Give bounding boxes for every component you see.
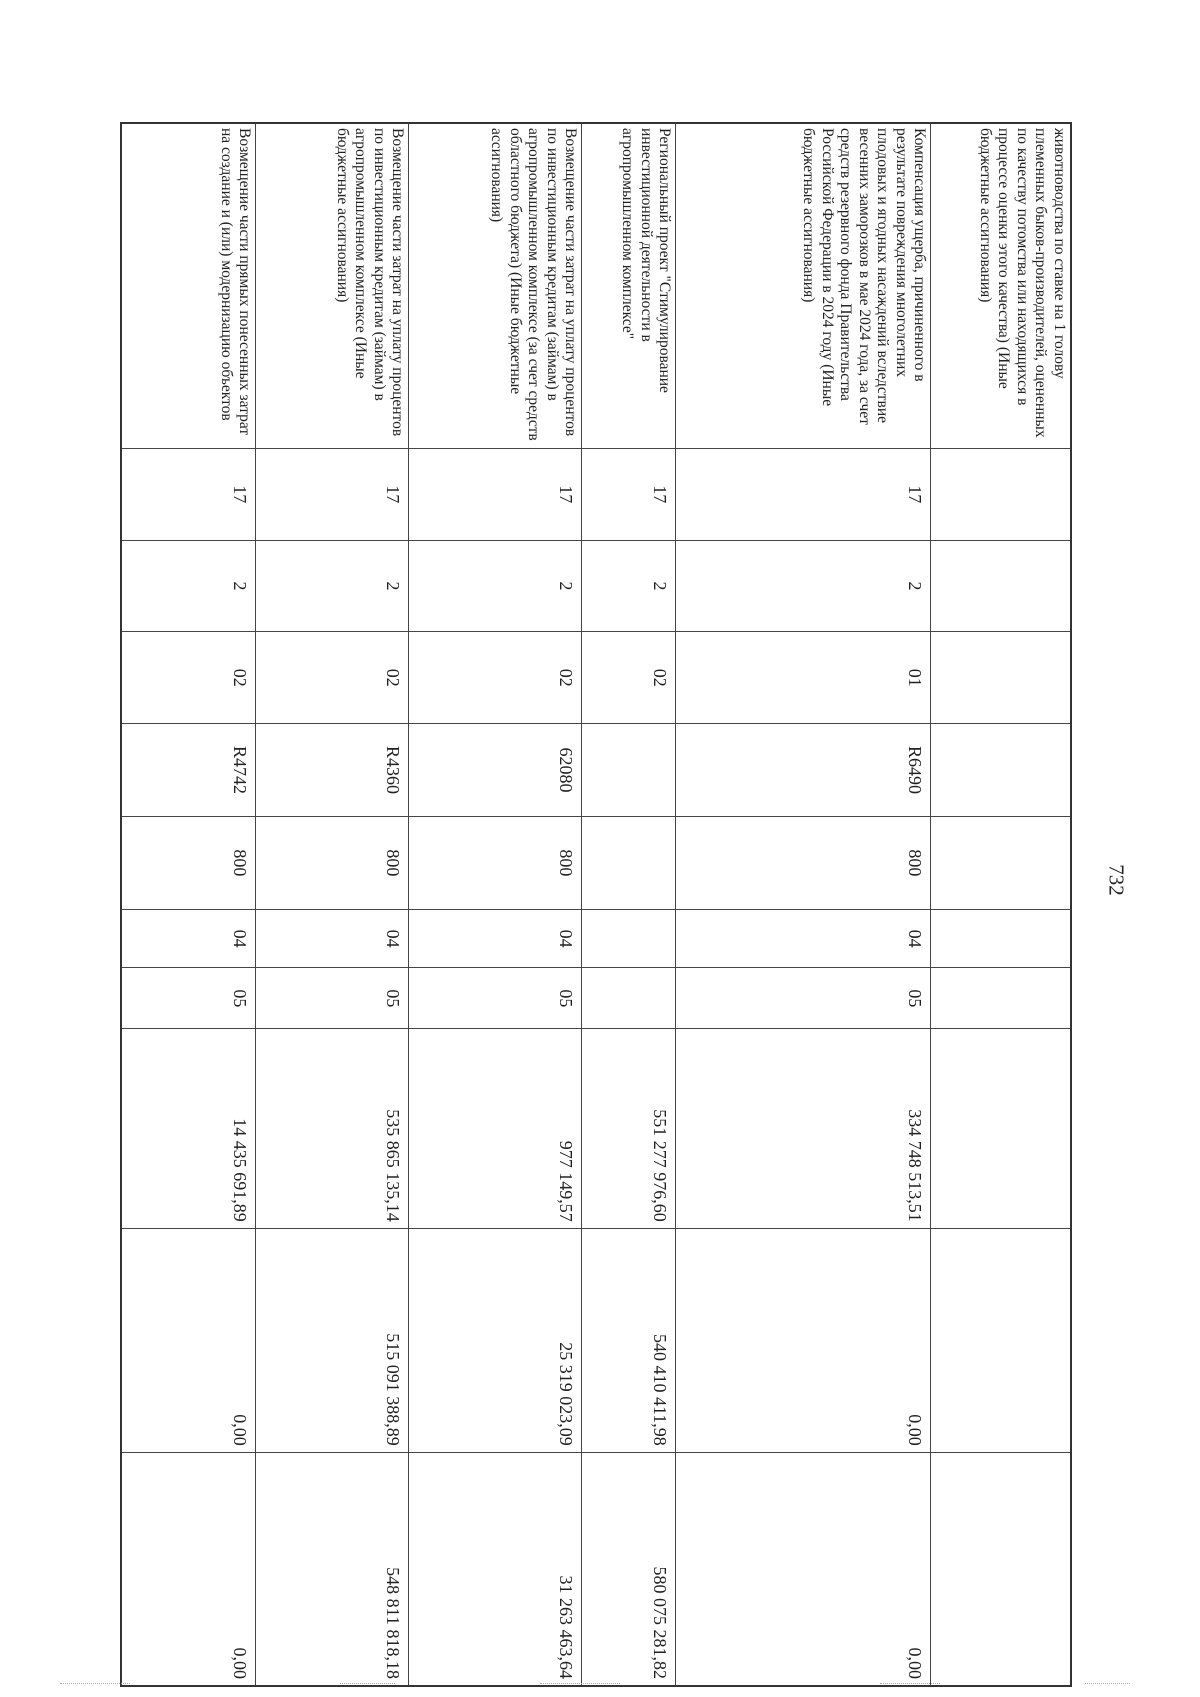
cell-code-6: 04 xyxy=(409,909,582,968)
cell-code-5: 800 xyxy=(121,816,256,909)
table-row xyxy=(121,123,256,1686)
cell-code-2: 2 xyxy=(676,540,931,632)
cell-code-7: 05 xyxy=(256,968,409,1029)
cell-code-3: 02 xyxy=(121,632,256,724)
cell-amount-1: 14 435 691,89 xyxy=(121,1029,256,1229)
cell-code-1: 17 xyxy=(256,448,409,540)
table-row xyxy=(582,123,676,1686)
table-row xyxy=(931,123,1071,1686)
cell-amount-3: 0,00 xyxy=(676,1452,931,1686)
cell-code-4: R6490 xyxy=(676,724,931,817)
cell-code-6 xyxy=(931,909,1071,968)
cell-code-4: R4742 xyxy=(121,724,256,817)
cell-code-2: 2 xyxy=(582,540,676,632)
cell-amount-2: 0,00 xyxy=(676,1228,931,1452)
table-row xyxy=(256,123,409,1686)
cell-amount-2 xyxy=(931,1228,1071,1452)
cell-code-2 xyxy=(931,540,1071,632)
scan-edge-marks xyxy=(0,1680,1200,1690)
cell-code-6 xyxy=(582,909,676,968)
cell-amount-3: 0,00 xyxy=(121,1452,256,1686)
cell-code-5 xyxy=(582,816,676,909)
cell-amount-1: 535 865 135,14 xyxy=(256,1029,409,1229)
row-description: Возмещение части затрат на уплату процентов по инвестиционным кредитам (займам) в агропромышленном комплексе (Иные бюджетные ассигнования) xyxy=(256,123,409,448)
cell-code-7: 05 xyxy=(409,968,582,1029)
cell-code-5 xyxy=(931,816,1071,909)
row-description: Возмещение части затрат на уплату процентов по инвестиционным кредитам (займам) в агропромышленном комплексе (за счет средств областного бюджета) (Иные бюджетные ассигнования) xyxy=(409,123,582,448)
row-description: Возмещение части прямых понесенных затрат на создание и (или) модернизацию объектов xyxy=(121,123,256,448)
cell-code-5: 800 xyxy=(256,816,409,909)
cell-code-7: 05 xyxy=(121,968,256,1029)
cell-amount-3 xyxy=(931,1452,1071,1686)
cell-amount-2: 25 319 023,09 xyxy=(409,1228,582,1452)
cell-amount-3: 31 263 463,64 xyxy=(409,1452,582,1686)
row-description: Региональный проект "Стимулирование инвестиционной деятельности в агропромышленном комплексе" xyxy=(582,123,676,448)
cell-amount-1: 977 149,57 xyxy=(409,1029,582,1229)
cell-code-3 xyxy=(931,632,1071,724)
cell-code-1 xyxy=(931,448,1071,540)
cell-code-3: 01 xyxy=(676,632,931,724)
cell-code-4: R4360 xyxy=(256,724,409,817)
cell-code-4 xyxy=(582,724,676,817)
cell-code-7 xyxy=(931,968,1071,1029)
cell-code-3: 02 xyxy=(409,632,582,724)
page-number: 732 xyxy=(1104,864,1129,896)
table-row xyxy=(409,123,582,1686)
cell-code-3: 02 xyxy=(582,632,676,724)
cell-code-4 xyxy=(931,724,1071,817)
cell-code-7: 05 xyxy=(676,968,931,1029)
budget-table xyxy=(120,122,1072,1687)
cell-code-5: 800 xyxy=(409,816,582,909)
cell-code-6: 04 xyxy=(256,909,409,968)
cell-code-2: 2 xyxy=(121,540,256,632)
cell-amount-2: 515 091 388,89 xyxy=(256,1228,409,1452)
cell-code-1: 17 xyxy=(582,448,676,540)
cell-code-2: 2 xyxy=(409,540,582,632)
cell-code-3: 02 xyxy=(256,632,409,724)
cell-amount-1: 334 748 513,51 xyxy=(676,1029,931,1229)
cell-amount-2: 540 410 411,98 xyxy=(582,1228,676,1452)
cell-code-2: 2 xyxy=(256,540,409,632)
cell-code-7 xyxy=(582,968,676,1029)
cell-code-6: 04 xyxy=(676,909,931,968)
cell-amount-1: 551 277 976,60 xyxy=(582,1029,676,1229)
cell-code-5: 800 xyxy=(676,816,931,909)
table-row xyxy=(676,123,931,1686)
cell-amount-2: 0,00 xyxy=(121,1228,256,1452)
row-description: животноводства по ставке на 1 голову племенных быков-производителей, оцененных по качеству потомства или находящихся в процессе оценки этого качества) (Иные бюджетные ассигнования) xyxy=(931,123,1071,448)
cell-code-6: 04 xyxy=(121,909,256,968)
cell-amount-3: 580 075 281,82 xyxy=(582,1452,676,1686)
cell-code-1: 17 xyxy=(121,448,256,540)
cell-amount-1 xyxy=(931,1029,1071,1229)
row-description: Компенсация ущерба, причиненного в результате повреждения многолетних плодовых и ягодных насаждений вследствие весенних заморозков в мае 2024 года, за счет средств резервного фонда Правительства Российской Федерации в 2024 году (Иные бюджетные ассигнования) xyxy=(676,123,931,448)
cell-code-1: 17 xyxy=(409,448,582,540)
cell-code-1: 17 xyxy=(676,448,931,540)
rotated-page-content xyxy=(122,122,1072,1687)
cell-code-4: 62080 xyxy=(409,724,582,817)
cell-amount-3: 548 811 818,18 xyxy=(256,1452,409,1686)
